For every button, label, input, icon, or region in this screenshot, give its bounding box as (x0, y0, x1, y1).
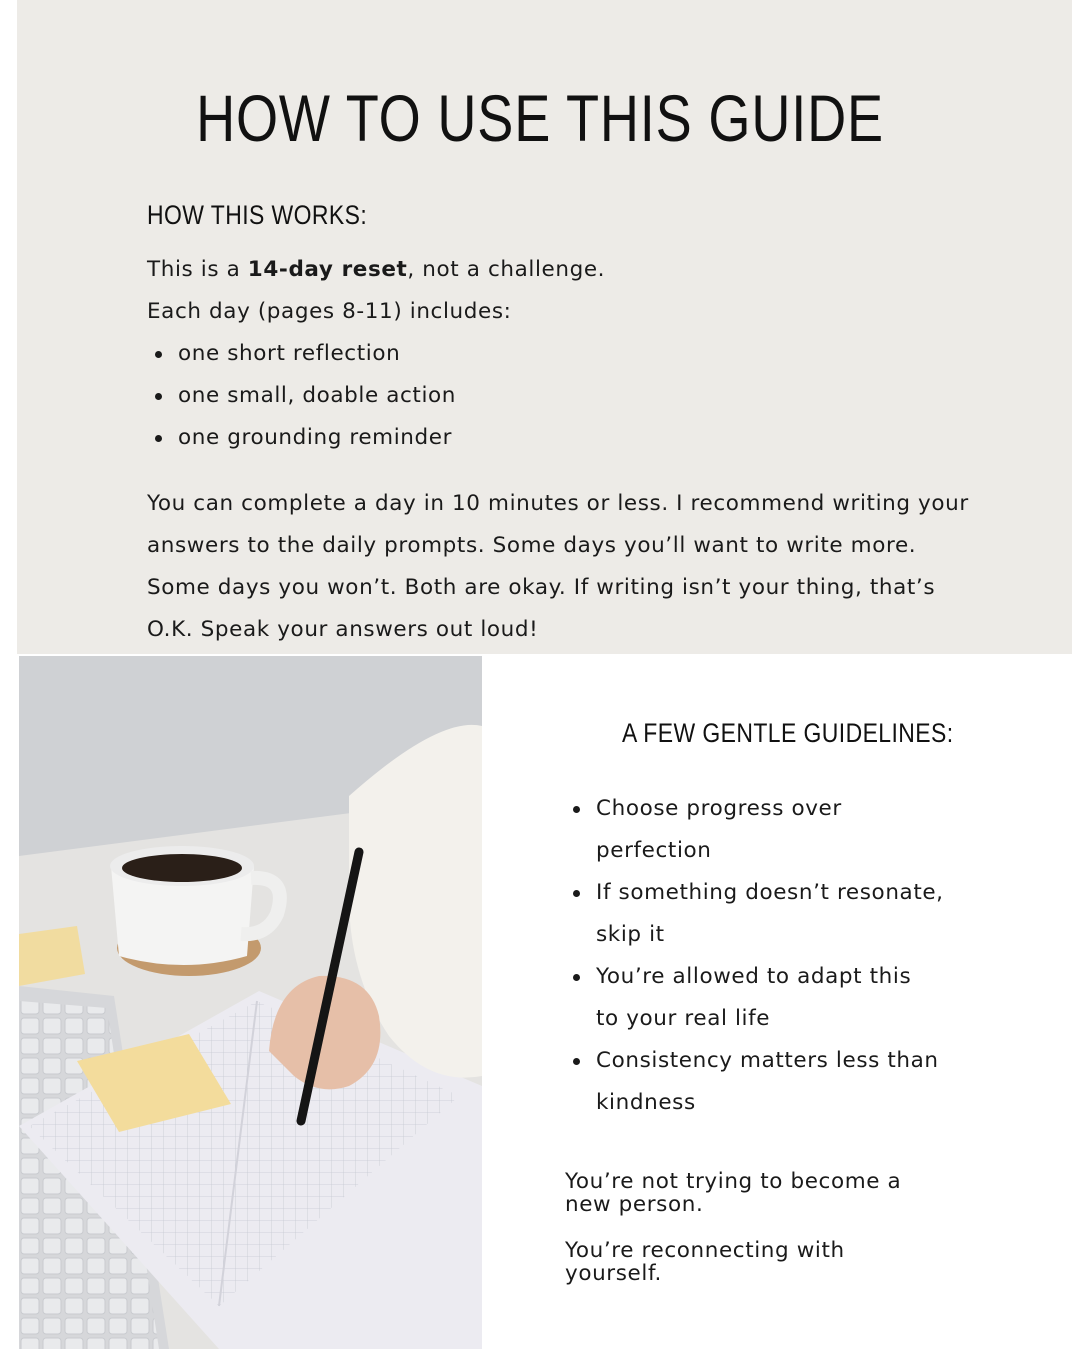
paragraph-line: You can complete a day in 10 minutes or less. I recommend writing your (147, 491, 969, 516)
daily-items-list (147, 333, 1027, 459)
list-item: one grounding reminder (147, 417, 1027, 459)
guidelines-heading: A FEW GENTLE GUIDELINES: (622, 718, 954, 748)
guideline-line: If something doesn’t resonate, (596, 880, 944, 905)
closing-line: new person. (565, 1192, 704, 1217)
how-this-works-heading: HOW THIS WORKS: (147, 200, 368, 230)
closing-statement-1 (565, 1170, 945, 1216)
guideline-line: Consistency matters less than (596, 1048, 939, 1073)
desk-writing-photo (19, 656, 482, 1349)
list-item (565, 872, 985, 956)
guideline-line: Choose progress over (596, 796, 842, 821)
guidelines-list-wrapper (565, 788, 985, 1124)
guidelines-list (565, 788, 985, 1124)
closing-line: You’re not trying to become a (565, 1169, 902, 1194)
closing-line: yourself. (565, 1261, 662, 1286)
paragraph-line: O.K. Speak your answers out loud! (147, 617, 539, 642)
list-item (565, 956, 985, 1040)
page-title: HOW TO USE THIS GUIDE (196, 81, 884, 155)
guideline-line: to your real life (596, 1006, 771, 1031)
intro-suffix: , not a challenge. (407, 257, 606, 282)
guideline-line: kindness (596, 1090, 696, 1115)
list-item: one small, doable action (147, 375, 1027, 417)
guideline-line: You’re allowed to adapt this (596, 964, 912, 989)
intro-bold: 14-day reset (247, 257, 408, 282)
guideline-line: skip it (596, 922, 665, 947)
closing-statement-2 (565, 1239, 945, 1285)
how-this-works-paragraph (147, 483, 1027, 651)
guideline-line: perfection (596, 838, 712, 863)
intro-line (147, 249, 1027, 291)
intro-prefix: This is a (147, 257, 248, 282)
closing-line: You’re reconnecting with (565, 1238, 845, 1263)
list-item (565, 788, 985, 872)
paragraph-line: Some days you won’t. Both are okay. If writing isn’t your thing, that’s (147, 575, 936, 600)
how-this-works-intro (147, 249, 1027, 459)
list-item: one short reflection (147, 333, 1027, 375)
each-day-line: Each day (pages 8-11) includes: (147, 299, 512, 324)
list-item (565, 1040, 985, 1124)
photo-illustration (19, 656, 482, 1349)
paragraph-line: answers to the daily prompts. Some days you’ll want to write more. (147, 533, 917, 558)
